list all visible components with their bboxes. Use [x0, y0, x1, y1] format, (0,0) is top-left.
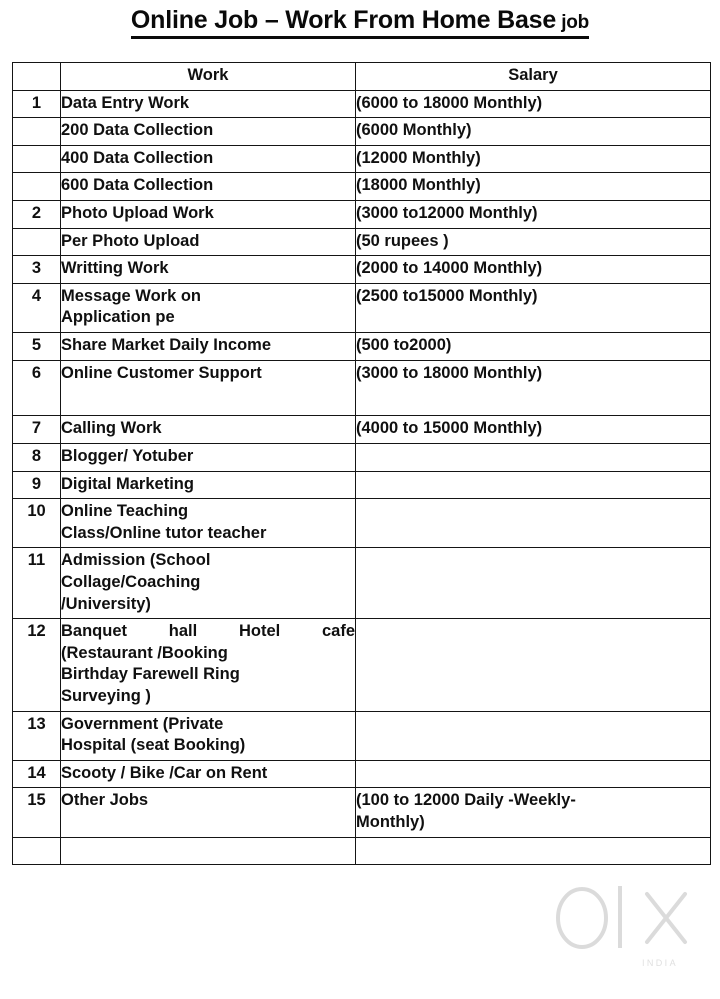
table-row: [13, 499, 711, 548]
cell-line: (6000 Monthly): [356, 121, 472, 140]
cell-line: Per Photo Upload: [61, 231, 200, 250]
row-number-cell: 14: [13, 760, 61, 788]
table-header: [13, 63, 711, 91]
cell-line: Surveying ): [61, 687, 151, 706]
salary-cell: [356, 173, 711, 201]
work-description-cell: [61, 333, 356, 361]
cell-line: Scooty / Bike /Car on Rent: [61, 763, 268, 782]
row-number-cell: 15: [13, 788, 61, 837]
cell-line: Data Entry Work: [61, 93, 190, 112]
salary-cell: [356, 837, 711, 865]
page-title: [131, 5, 589, 39]
column-header-number: [13, 63, 61, 91]
salary-cell: [356, 711, 711, 760]
row-number-cell: 6: [13, 360, 61, 416]
table-row: [13, 837, 711, 865]
table-row: [13, 360, 711, 416]
work-description-cell: [61, 416, 356, 444]
salary-cell: [356, 145, 711, 173]
row-number-cell: [13, 837, 61, 865]
work-description-cell: [61, 360, 356, 416]
row-number-cell: 4: [13, 283, 61, 332]
table-row: [13, 760, 711, 788]
page-title-main: Online Job – Work From Home Base: [130, 6, 557, 34]
cell-line: (100 to 12000 Daily -Weekly-: [356, 791, 576, 810]
cell-line: (3000 to 18000 Monthly): [356, 363, 543, 382]
work-description-cell: [61, 228, 356, 256]
cell-line: (6000 to 18000 Monthly): [356, 93, 543, 112]
table-row: [13, 333, 711, 361]
cell-line: Calling Work: [61, 419, 162, 438]
table-row: [13, 228, 711, 256]
table-body: [13, 90, 711, 865]
work-description-cell: [61, 173, 356, 201]
work-description-cell: [61, 145, 356, 173]
salary-cell: [356, 256, 711, 284]
cell-line: (500 to2000): [356, 336, 452, 355]
table-row: [13, 201, 711, 229]
cell-line: Admission (School: [61, 551, 211, 570]
cell-line: Blogger/ Yotuber: [61, 446, 194, 465]
table-row: [13, 145, 711, 173]
cell-line: 200 Data Collection: [61, 121, 214, 140]
cell-line: Hospital (seat Booking): [61, 736, 246, 755]
work-description-cell: [61, 443, 356, 471]
salary-cell: [356, 499, 711, 548]
cell-line: Share Market Daily Income: [61, 336, 272, 355]
cell-line: Writting Work: [61, 259, 169, 278]
row-number-cell: 12: [13, 619, 61, 711]
work-description-cell: [61, 548, 356, 619]
cell-line: (Restaurant /Booking: [61, 643, 228, 662]
cell-line: Other Jobs: [61, 791, 149, 810]
work-description-cell: [61, 760, 356, 788]
column-header-salary: Salary: [356, 63, 711, 91]
table-row: [13, 283, 711, 332]
table-row: [13, 619, 711, 711]
jobs-table-container: [12, 62, 710, 865]
table-row: [13, 471, 711, 499]
work-description-cell: [61, 90, 356, 118]
work-description-cell: [61, 283, 356, 332]
cell-line: (2500 to15000 Monthly): [356, 286, 538, 305]
salary-cell: [356, 201, 711, 229]
row-number-cell: 2: [13, 201, 61, 229]
cell-line: (3000 to12000 Monthly): [356, 204, 538, 223]
column-header-work: Work: [61, 63, 356, 91]
cell-line: 400 Data Collection: [61, 148, 214, 167]
cell-line: Government (Private: [61, 714, 224, 733]
table-row: [13, 788, 711, 837]
work-description-cell: [61, 118, 356, 146]
table-row: [13, 443, 711, 471]
table-row: [13, 711, 711, 760]
cell-line: Birthday Farewell Ring: [61, 665, 240, 684]
cell-line: Photo Upload Work: [61, 204, 214, 223]
work-description-cell: [61, 256, 356, 284]
cell-line: (2000 to 14000 Monthly): [356, 259, 543, 278]
salary-cell: [356, 760, 711, 788]
table-row: [13, 90, 711, 118]
salary-cell: [356, 443, 711, 471]
salary-cell: [356, 471, 711, 499]
jobs-table: [12, 62, 711, 865]
row-number-cell: 13: [13, 711, 61, 760]
work-description-cell: [61, 619, 356, 711]
salary-cell: [356, 118, 711, 146]
salary-cell: [356, 416, 711, 444]
work-description-cell: [61, 499, 356, 548]
row-number-cell: [13, 145, 61, 173]
cell-line: 600 Data Collection: [61, 176, 214, 195]
olx-watermark: [552, 876, 702, 980]
salary-cell: [356, 90, 711, 118]
row-number-cell: 1: [13, 90, 61, 118]
row-number-cell: 7: [13, 416, 61, 444]
page-title-container: [0, 0, 720, 43]
cell-line: Collage/Coaching: [61, 572, 201, 591]
row-number-cell: 8: [13, 443, 61, 471]
cell-line: Online Customer Support: [61, 363, 262, 382]
work-description-cell: [61, 788, 356, 837]
page-title-suffix: job: [561, 12, 590, 33]
cell-line: (50 rupees ): [356, 231, 449, 250]
cell-line: (12000 Monthly): [356, 148, 481, 167]
cell-line: Banquet hall Hotel cafe: [61, 622, 355, 641]
table-row: [13, 173, 711, 201]
cell-line: (4000 to 15000 Monthly): [356, 419, 543, 438]
cell-line: Monthly): [356, 813, 425, 832]
salary-cell: [356, 333, 711, 361]
salary-cell: [356, 548, 711, 619]
cell-line: Application pe: [61, 308, 175, 327]
table-header-row: [13, 63, 711, 91]
table-row: [13, 118, 711, 146]
row-number-cell: [13, 228, 61, 256]
row-number-cell: [13, 173, 61, 201]
salary-cell: [356, 283, 711, 332]
salary-cell: [356, 228, 711, 256]
salary-cell: [356, 360, 711, 416]
cell-line: /University): [61, 594, 151, 613]
cell-line: Online Teaching: [61, 502, 189, 521]
row-number-cell: 10: [13, 499, 61, 548]
table-row: [13, 256, 711, 284]
cell-line: Class/Online tutor teacher: [61, 523, 267, 542]
work-description-cell: [61, 711, 356, 760]
row-number-cell: 5: [13, 333, 61, 361]
row-number-cell: 9: [13, 471, 61, 499]
work-description-cell: [61, 837, 356, 865]
salary-cell: [356, 788, 711, 837]
row-number-cell: [13, 118, 61, 146]
work-description-cell: [61, 201, 356, 229]
table-row: [13, 416, 711, 444]
cell-line: Digital Marketing: [61, 474, 194, 493]
table-row: [13, 548, 711, 619]
salary-cell: [356, 619, 711, 711]
cell-line: Message Work on: [61, 286, 201, 305]
row-number-cell: 3: [13, 256, 61, 284]
row-number-cell: 11: [13, 548, 61, 619]
work-description-cell: [61, 471, 356, 499]
svg-text:INDIA: INDIA: [641, 958, 679, 968]
cell-line: (18000 Monthly): [356, 176, 481, 195]
